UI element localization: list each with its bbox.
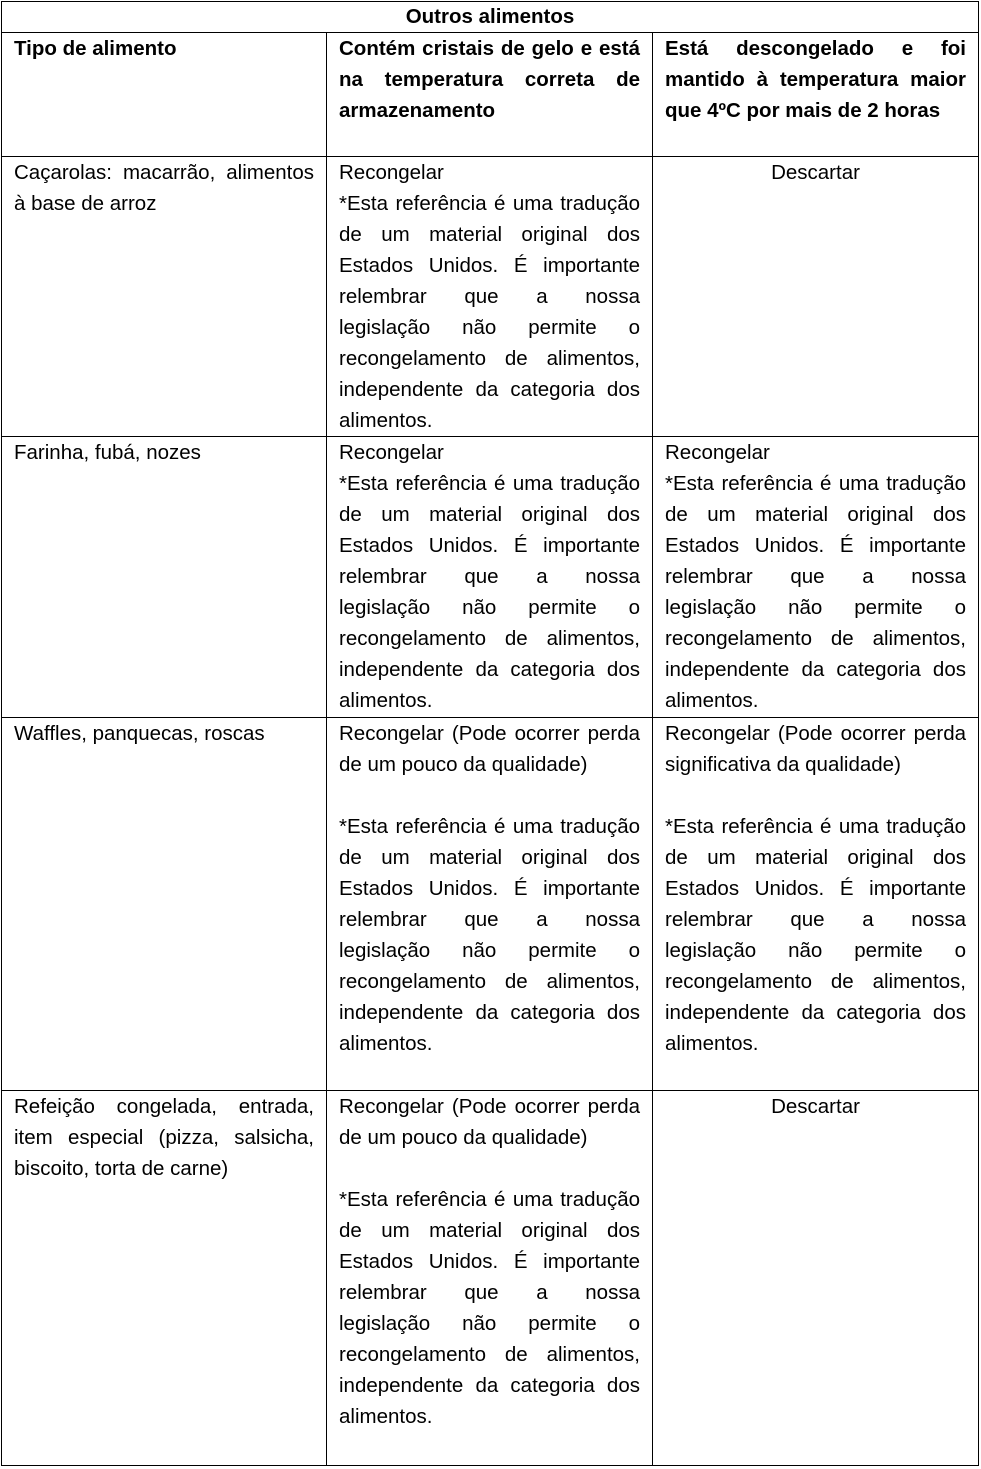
cell-paragraph: *Esta referência é uma tradução de um material original dos Estados Unidos. É importante relembrar que a nossa legislação não permite o recongelamento de alimentos, independente da categoria dos alimentos.: [339, 472, 640, 712]
food-cell-text: [14, 437, 314, 468]
thawed-cell: [653, 157, 979, 437]
food-cell-text: [14, 157, 314, 219]
thawed-cell-text: [665, 437, 966, 716]
cell-paragraph: *Esta referência é uma tradução de um material original dos Estados Unidos. É importante relembrar que a nossa legislação não permite o recongelamento de alimentos, independente da categoria dos alimentos.: [339, 815, 640, 1055]
cell-paragraph: Descartar: [771, 1095, 860, 1118]
frozen-cell-text: [339, 157, 640, 436]
cell-paragraph: *Esta referência é uma tradução de um material original dos Estados Unidos. É importante relembrar que a nossa legislação não permite o recongelamento de alimentos, independente da categoria dos alimentos.: [339, 1188, 640, 1428]
frozen-cell: [327, 437, 653, 718]
frozen-cell-text: [339, 1091, 640, 1432]
food-table: [1, 1, 979, 1466]
blank-line: [665, 780, 966, 811]
cell-paragraph: Farinha, fubá, nozes: [14, 441, 201, 464]
header-food-type: [2, 33, 327, 157]
table-title: Outros alimentos: [2, 2, 979, 33]
thawed-cell-text: [665, 157, 966, 188]
frozen-cell: [327, 1091, 653, 1466]
cell-paragraph: Refeição congelada, entrada, item especial (pizza, salsicha, biscoito, torta de carne): [14, 1095, 314, 1180]
cell-paragraph: Descartar: [771, 161, 860, 184]
cell-paragraph: Recongelar (Pode ocorrer perda significativa da qualidade): [665, 722, 966, 776]
header-frozen: [327, 33, 653, 157]
cell-paragraph: Waffles, panquecas, roscas: [14, 722, 265, 745]
food-cell: [2, 437, 327, 718]
thawed-cell: [653, 1091, 979, 1466]
thawed-cell: [653, 718, 979, 1091]
blank-line: [339, 780, 640, 811]
cell-paragraph: Recongelar (Pode ocorrer perda de um pouco da qualidade): [339, 1095, 640, 1149]
table-row: [2, 1091, 979, 1466]
cell-paragraph: *Esta referência é uma tradução de um material original dos Estados Unidos. É importante relembrar que a nossa legislação não permite o recongelamento de alimentos, independente da categoria dos alimentos.: [665, 815, 966, 1055]
header-food-type-text: Tipo de alimento: [14, 37, 177, 60]
frozen-cell: [327, 718, 653, 1091]
thawed-cell-text: [665, 1091, 966, 1122]
thawed-cell: [653, 437, 979, 718]
cell-paragraph: Recongelar (Pode ocorrer perda de um pouco da qualidade): [339, 722, 640, 776]
header-frozen-text: Contém cristais de gelo e está na temperatura correta de armazenamento: [339, 37, 640, 122]
table-header-row: [2, 33, 979, 157]
cell-paragraph: Caçarolas: macarrão, alimentos à base de arroz: [14, 161, 314, 215]
cell-paragraph: Recongelar: [665, 441, 770, 464]
food-cell-text: [14, 718, 314, 749]
blank-line: [339, 1153, 640, 1184]
cell-paragraph: *Esta referência é uma tradução de um material original dos Estados Unidos. É importante relembrar que a nossa legislação não permite o recongelamento de alimentos, independente da categoria dos alimentos.: [339, 192, 640, 432]
cell-paragraph: *Esta referência é uma tradução de um material original dos Estados Unidos. É importante relembrar que a nossa legislação não permite o recongelamento de alimentos, independente da categoria dos alimentos.: [665, 472, 966, 712]
frozen-cell-text: [339, 718, 640, 1059]
cell-paragraph: Recongelar: [339, 441, 444, 464]
frozen-cell-text: [339, 437, 640, 716]
table-row: [2, 157, 979, 437]
thawed-cell-text: [665, 718, 966, 1059]
table-title-row: [2, 2, 979, 33]
header-thawed: [653, 33, 979, 157]
cell-paragraph: Recongelar: [339, 161, 444, 184]
header-thawed-text: Está descongelado e foi mantido à temperatura maior que 4ºC por mais de 2 horas: [665, 37, 966, 122]
table-row: [2, 437, 979, 718]
food-cell-text: [14, 1091, 314, 1184]
food-cell: [2, 1091, 327, 1466]
frozen-cell: [327, 157, 653, 437]
table-row: [2, 718, 979, 1091]
food-cell: [2, 718, 327, 1091]
food-cell: [2, 157, 327, 437]
